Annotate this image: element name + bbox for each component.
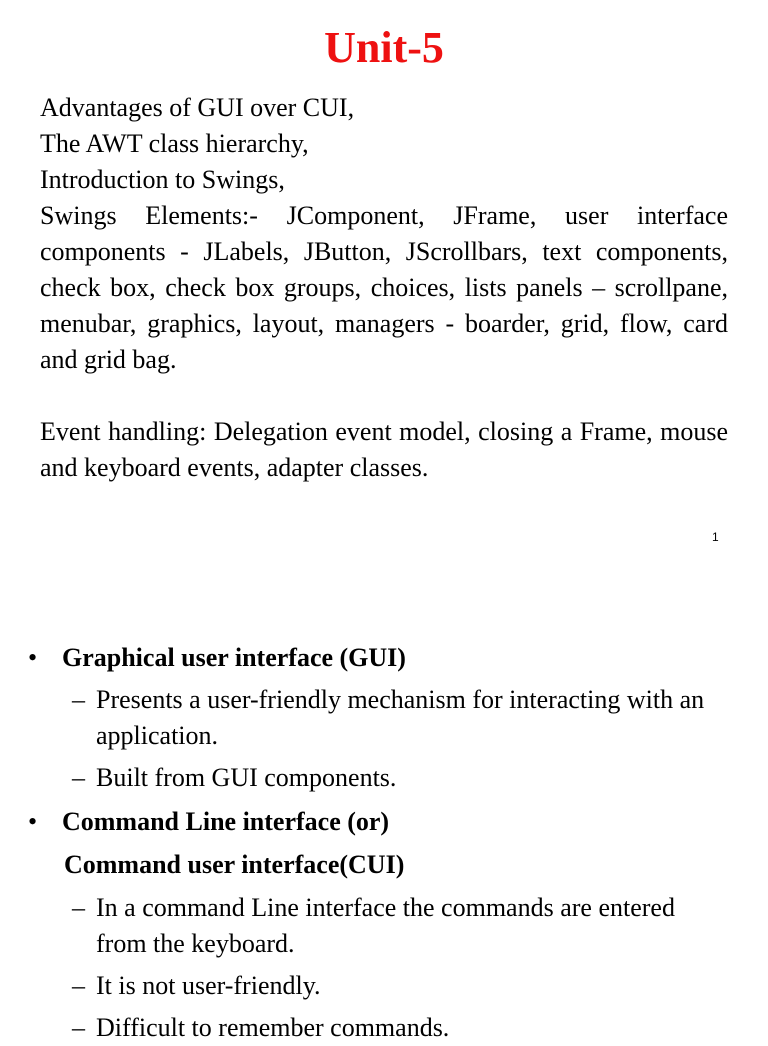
sub-point-text: Difficult to remember commands.	[96, 1013, 450, 1042]
sub-point-text: Presents a user-friendly mechanism for interacting with an application.	[96, 685, 705, 750]
sub-point-text: It is not user-friendly.	[96, 971, 321, 1000]
sub-point	[72, 890, 712, 962]
swing-elements-paragraph: Swings Elements:- JComponent, JFrame, user interface components - JLabels, JButton, JScrollbars, text components, check box, check box groups, choices, lists panels – scrollpane, menubar, graphics, layout, managers - boarder, grid, flow, card and grid bag.	[40, 201, 728, 374]
sub-point	[72, 760, 712, 796]
page-number: 1	[712, 530, 719, 544]
gui-heading: Graphical user interface (GUI)	[62, 643, 406, 672]
dash-marker: –	[72, 685, 85, 714]
sub-point	[72, 682, 712, 754]
sub-point	[72, 968, 712, 1004]
dash-marker: –	[72, 1013, 85, 1042]
cui-heading-line-2: Command user interface(CUI)	[64, 850, 405, 879]
sub-point-text: In a command Line interface the commands are entered from the keyboard.	[96, 893, 675, 958]
event-handling-paragraph: Event handling: Delegation event model, closing a Frame, mouse and keyboard events, adapter classes.	[40, 417, 728, 482]
bullet-marker: •	[28, 807, 38, 836]
paragraph-gap	[40, 378, 728, 414]
slide-gui-vs-cui	[0, 620, 768, 1042]
sub-point	[72, 1010, 712, 1046]
slide-title: Unit-5	[324, 23, 444, 72]
cui-heading-line-1: Command Line interface (or)	[62, 807, 390, 836]
topic-line: Advantages of GUI over CUI,	[40, 93, 355, 122]
topic-line: The AWT class hierarchy,	[40, 129, 309, 158]
topic-line: Introduction to Swings,	[40, 165, 285, 194]
dash-marker: –	[72, 893, 85, 922]
dash-marker: –	[72, 763, 85, 792]
topic-list	[40, 90, 728, 486]
sub-point-text: Built from GUI components.	[96, 763, 397, 792]
bullet-marker: •	[28, 643, 38, 672]
dash-marker: –	[72, 971, 85, 1000]
